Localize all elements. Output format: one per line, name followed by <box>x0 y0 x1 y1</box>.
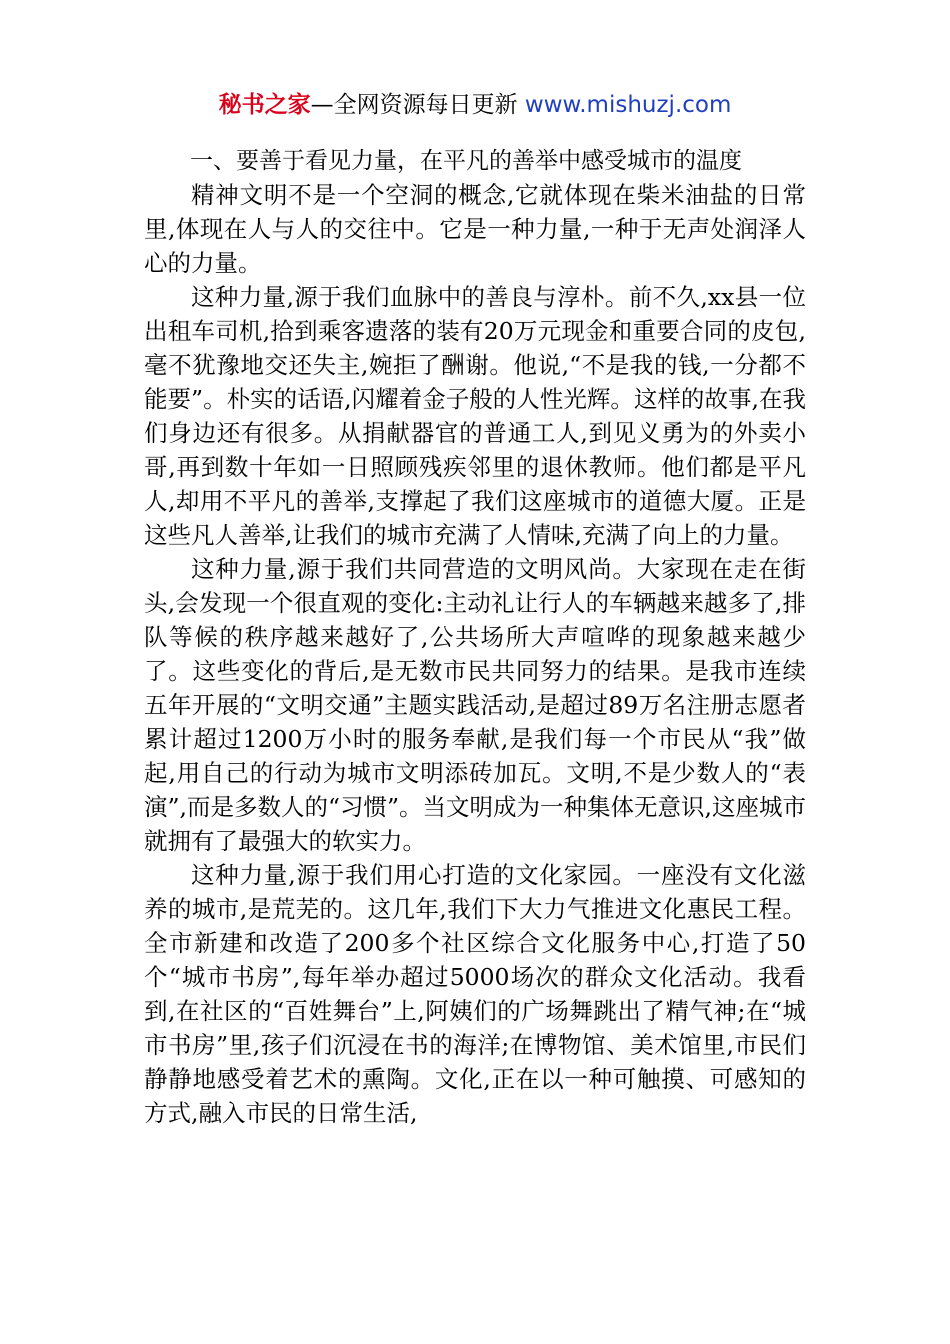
site-header <box>0 88 950 122</box>
document-body <box>144 144 806 1130</box>
site-slogan: —全网资源每日更新 <box>310 92 525 118</box>
section-heading: 一、要善于看见力量，在平凡的善举中感受城市的温度 <box>190 148 742 174</box>
paragraph-2: 这种力量,源于我们血脉中的善良与淳朴。前不久,xx县一位出租车司机,拾到乘客遗落的装有20万元现金和重要合同的皮包,毫不犹豫地交还失主,婉拒了酬谢。他说,“不是我的钱,一分都不能要”。朴实的话语,闪耀着金子般的人性光辉。这样的故事,在我们身边还有很多。从捐献器官的普通工人,到见义勇为的外卖小哥,再到数十年如一日照顾残疾邻里的退休教师。他们都是平凡人,却用不平凡的善举,支撑起了我们这座城市的道德大厦。正是这些凡人善举,让我们的城市充满了人情味,充满了向上的力量。 <box>144 283 806 549</box>
paragraph-4: 这种力量,源于我们用心打造的文化家园。一座没有文化滋养的城市,是荒芜的。这几年,我们下大力气推进文化惠民工程。全市新建和改造了200多个社区综合文化服务中心,打造了50个“城市书房”,每年举办超过5000场次的群众文化活动。我看到,在社区的“百姓舞台”上,阿姨们的广场舞跳出了精气神;在“城市书房”里,孩子们沉浸在书的海洋;在博物馆、美术馆里,市民们静静地感受着艺术的熏陶。文化,正在以一种可触摸、可感知的方式,融入市民的日常生活, <box>144 861 806 1127</box>
paragraph-1: 精神文明不是一个空洞的概念,它就体现在柴米油盐的日常里,体现在人与人的交往中。它是一种力量,一种于无声处润泽人心的力量。 <box>144 181 806 277</box>
brand-name: 秘书之家 <box>218 92 311 118</box>
site-url-link[interactable]: www.mishuzj.com <box>524 92 732 118</box>
paragraph-3: 这种力量,源于我们共同营造的文明风尚。大家现在走在街头,会发现一个很直观的变化:主动礼让行人的车辆越来越多了,排队等候的秩序越来越好了,公共场所大声喧哗的现象越来越少了。这些变化的背后,是无数市民共同努力的结果。是我市连续五年开展的“文明交通”主题实践活动,是超过89万名注册志愿者累计超过1200万小时的服务奉献,是我们每一个市民从“我”做起,用自己的行动为城市文明添砖加瓦。文明,不是少数人的“表演”,而是多数人的“习惯”。当文明成为一种集体无意识,这座城市就拥有了最强大的软实力。 <box>144 555 806 855</box>
